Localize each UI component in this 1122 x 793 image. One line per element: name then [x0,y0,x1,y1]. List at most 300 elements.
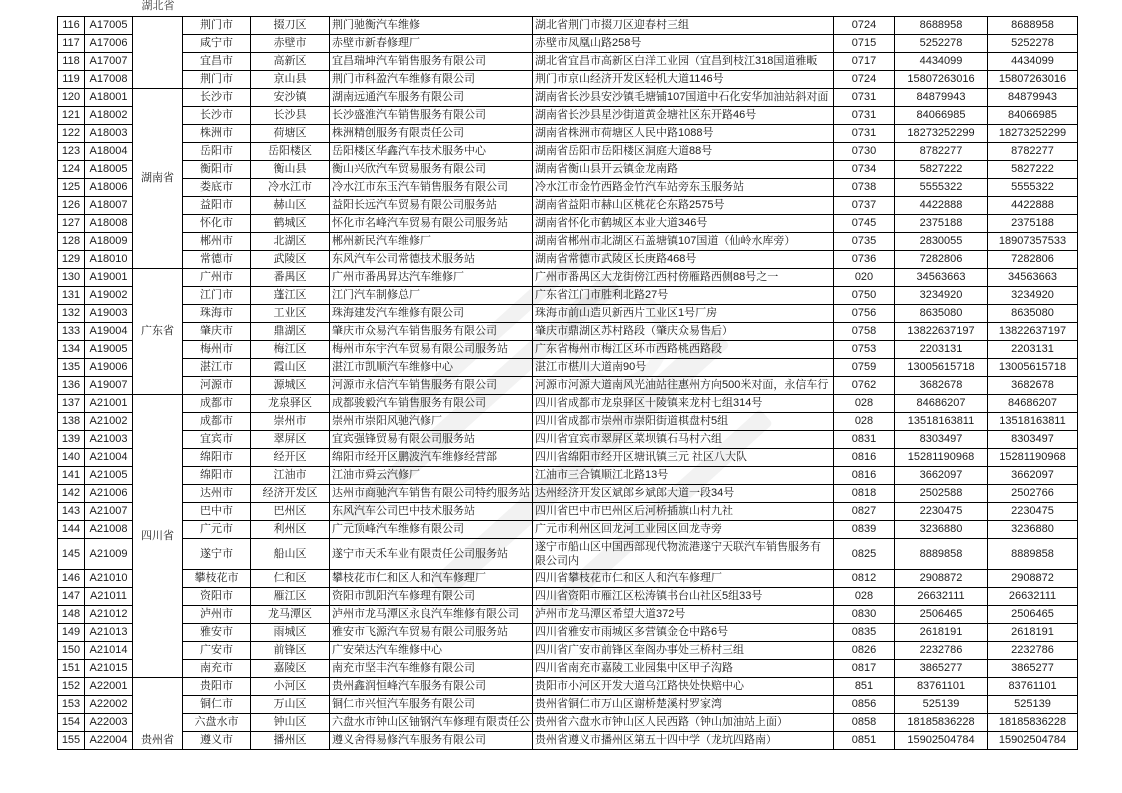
cell-area-code: 0826 [834,642,895,660]
cell-row-number: 117 [58,35,85,53]
cell-area-code: 0762 [834,377,895,395]
cell-phone-2: 3236880 [988,521,1078,539]
cell-district: 赫山区 [251,197,330,215]
cell-district: 源城区 [251,377,330,395]
cell-city: 咸宁市 [183,35,251,53]
cell-phone-2: 4422888 [988,197,1078,215]
cell-area-code: 0738 [834,179,895,197]
cell-address: 广元市利州区回龙河工业园区回龙寺旁 [533,521,834,539]
cell-station-code: A21009 [85,539,133,570]
cell-area-code: 0737 [834,197,895,215]
cell-address: 湖南省长沙县星沙街道黄金塘社区东开路46号 [533,107,834,125]
cell-phone-2: 84066985 [988,107,1078,125]
cell-phone-2: 2203131 [988,341,1078,359]
cell-company-name: 江门汽车制修总厂 [330,287,533,305]
cell-area-code: 0717 [834,53,895,71]
table-row [58,570,1078,588]
cell-row-number: 128 [58,233,85,251]
cell-address: 广州市番禺区大龙街傍江西村傍雁路西侧88号之一 [533,269,834,287]
cell-city: 江门市 [183,287,251,305]
cell-row-number: 119 [58,71,85,89]
cell-city: 雅安市 [183,624,251,642]
table-row [58,624,1078,642]
cell-area-code: 020 [834,269,895,287]
cell-city: 广州市 [183,269,251,287]
cell-address: 贵州省遵义市播州区第五十四中学（龙坑四路南） [533,732,834,750]
cell-city: 河源市 [183,377,251,395]
cell-station-code: A21001 [85,395,133,413]
cell-city: 湛江市 [183,359,251,377]
cell-station-code: A21006 [85,485,133,503]
cell-station-code: A18009 [85,233,133,251]
cell-district: 衡山县 [251,161,330,179]
cell-row-number: 140 [58,449,85,467]
cell-city: 长沙市 [183,107,251,125]
table-row [58,53,1078,71]
table-row [58,143,1078,161]
cell-station-code: A19002 [85,287,133,305]
cell-province: 四川省 [133,395,183,678]
cell-city: 广安市 [183,642,251,660]
cell-phone-1: 3234920 [895,287,988,305]
table-row [58,287,1078,305]
cell-city: 遂宁市 [183,539,251,570]
cell-city: 怀化市 [183,215,251,233]
cell-area-code: 0835 [834,624,895,642]
cell-station-code: A19004 [85,323,133,341]
cell-phone-2: 8688958 [988,17,1078,35]
cell-company-name: 达州市商驰汽车销售有限公司特约服务站 [330,485,533,503]
cell-phone-1: 15807263016 [895,71,988,89]
cell-phone-2: 2502766 [988,485,1078,503]
cell-address: 湖南省衡山县开云镇金龙南路 [533,161,834,179]
cell-district: 万山区 [251,696,330,714]
cell-city: 巴中市 [183,503,251,521]
cell-address: 四川省巴中市巴州区后河桥插旗山村九社 [533,503,834,521]
cell-station-code: A21002 [85,413,133,431]
cell-district: 高新区 [251,53,330,71]
cell-row-number: 127 [58,215,85,233]
cell-row-number: 141 [58,467,85,485]
table-row [58,71,1078,89]
cell-row-number: 123 [58,143,85,161]
cell-area-code: 0759 [834,359,895,377]
cell-phone-2: 3865277 [988,660,1078,678]
cell-area-code: 0715 [834,35,895,53]
cell-area-code: 0825 [834,539,895,570]
cell-district: 北湖区 [251,233,330,251]
table-row [58,89,1078,107]
cell-district: 岳阳楼区 [251,143,330,161]
table-body [58,17,1078,750]
cell-row-number: 129 [58,251,85,269]
cell-city: 梅州市 [183,341,251,359]
table-row [58,125,1078,143]
cell-province: 广东省 [133,269,183,395]
cell-district: 翠屏区 [251,431,330,449]
cell-company-name: 江油市舜云汽修厂 [330,467,533,485]
table-row [58,606,1078,624]
cell-district: 雁江区 [251,588,330,606]
table-row [58,107,1078,125]
cell-phone-1: 2506465 [895,606,988,624]
cell-district: 安沙镇 [251,89,330,107]
cell-row-number: 131 [58,287,85,305]
cell-phone-1: 4434099 [895,53,988,71]
cell-phone-2: 4434099 [988,53,1078,71]
cell-area-code: 0734 [834,161,895,179]
cell-address: 广东省梅州市梅江区环市西路桃西路段 [533,341,834,359]
cell-station-code: A22003 [85,714,133,732]
cell-area-code: 0731 [834,125,895,143]
cell-phone-2: 5555322 [988,179,1078,197]
cell-phone-1: 7282806 [895,251,988,269]
cell-address: 湖南省郴州市北湖区石盖塘镇107国道（仙岭水库旁） [533,233,834,251]
cell-phone-2: 15902504784 [988,732,1078,750]
cell-company-name: 益阳长远汽车贸易有限公司服务站 [330,197,533,215]
cell-district: 龙马潭区 [251,606,330,624]
cell-phone-2: 13005615718 [988,359,1078,377]
cell-area-code: 028 [834,395,895,413]
cell-row-number: 132 [58,305,85,323]
cell-address: 贵州省铜仁市万山区谢桥楚溪村罗家湾 [533,696,834,714]
cell-city: 宜宾市 [183,431,251,449]
cell-row-number: 135 [58,359,85,377]
cell-phone-1: 3682678 [895,377,988,395]
cell-address: 四川省资阳市雁江区松涛镇书台山社区5组33号 [533,588,834,606]
cell-city: 肇庆市 [183,323,251,341]
cell-company-name: 贵州鑫润恒峰汽车服务有限公司 [330,678,533,696]
cell-city: 宜昌市 [183,53,251,71]
cell-district: 蓬江区 [251,287,330,305]
cell-address: 湖北省宜昌市高新区白洋工业园（宜昌到枝江318国道雅畈 [533,53,834,71]
table-row [58,395,1078,413]
cell-station-code: A18001 [85,89,133,107]
cell-area-code: 0812 [834,570,895,588]
cell-province [133,17,183,89]
cell-phone-2: 15807263016 [988,71,1078,89]
cell-phone-1: 3236880 [895,521,988,539]
cell-address: 湖南省怀化市鹤城区本业大道346号 [533,215,834,233]
cell-area-code: 0756 [834,305,895,323]
cell-address: 珠海市前山造贝新西片工业区1号厂房 [533,305,834,323]
table-row [58,521,1078,539]
cell-district: 赤壁市 [251,35,330,53]
cell-company-name: 广元顶峰汽车维修有限公司 [330,521,533,539]
cell-city: 荆门市 [183,71,251,89]
cell-province: 贵州省 [133,678,183,750]
cell-phone-2: 18185836228 [988,714,1078,732]
cell-company-name: 赤壁市新春修理厂 [330,35,533,53]
cell-phone-1: 8688958 [895,17,988,35]
cell-address: 湛江市椹川大道南90号 [533,359,834,377]
cell-phone-2: 2232786 [988,642,1078,660]
cell-row-number: 122 [58,125,85,143]
cell-station-code: A22002 [85,696,133,714]
cell-station-code: A19006 [85,359,133,377]
table-row [58,503,1078,521]
cell-row-number: 142 [58,485,85,503]
cell-area-code: 0858 [834,714,895,732]
cell-phone-1: 2232786 [895,642,988,660]
cell-district: 荷塘区 [251,125,330,143]
cell-station-code: A18003 [85,125,133,143]
cell-phone-1: 84066985 [895,107,988,125]
cell-station-code: A21011 [85,588,133,606]
cell-company-name: 衡山兴欣汽车贸易服务有限公司 [330,161,533,179]
cell-phone-1: 2618191 [895,624,988,642]
cell-row-number: 124 [58,161,85,179]
cell-city: 常德市 [183,251,251,269]
cell-station-code: A21010 [85,570,133,588]
table-row [58,197,1078,215]
cell-station-code: A17008 [85,71,133,89]
cell-phone-1: 15902504784 [895,732,988,750]
cell-address: 四川省宜宾市翠屏区菜坝镇石马村六组 [533,431,834,449]
cell-phone-1: 8303497 [895,431,988,449]
table-row [58,179,1078,197]
cell-district: 长沙县 [251,107,330,125]
table-row [58,588,1078,606]
cell-address: 四川省成都市龙泉驿区十陵镇来龙村七组314号 [533,395,834,413]
cell-company-name: 广安荣达汽车维修中心 [330,642,533,660]
cell-province: 湖南省 [133,89,183,269]
table-row [58,17,1078,35]
cell-phone-2: 13822637197 [988,323,1078,341]
cell-area-code: 0730 [834,143,895,161]
cell-row-number: 147 [58,588,85,606]
cell-row-number: 150 [58,642,85,660]
cell-district: 雨城区 [251,624,330,642]
cell-area-code: 028 [834,588,895,606]
cell-company-name: 冷水江市东玉汽车销售服务有限公司 [330,179,533,197]
cell-row-number: 138 [58,413,85,431]
cell-area-code: 0851 [834,732,895,750]
cell-city: 株洲市 [183,125,251,143]
cell-address: 广东省江门市胜利北路27号 [533,287,834,305]
cell-city: 广元市 [183,521,251,539]
cell-address: 湖南省长沙县安沙镇毛塘铺107国道中石化安华加油站斜对面 [533,89,834,107]
cell-area-code: 0724 [834,71,895,89]
cell-district: 嘉陵区 [251,660,330,678]
cell-district: 崇州市 [251,413,330,431]
table-row [58,642,1078,660]
table-row [58,732,1078,750]
cell-phone-1: 2230475 [895,503,988,521]
cell-phone-2: 34563663 [988,269,1078,287]
cell-station-code: A21015 [85,660,133,678]
cell-company-name: 东风汽车公司巴中技术服务站 [330,503,533,521]
cell-station-code: A19001 [85,269,133,287]
cell-city: 六盘水市 [183,714,251,732]
cell-phone-1: 2830055 [895,233,988,251]
cell-phone-1: 84686207 [895,395,988,413]
cell-district: 仁和区 [251,570,330,588]
cell-address: 河源市河源大道南风光油站往惠州方向500米对面，永信车行 [533,377,834,395]
cell-company-name: 广州市番禺昇达汽车维修厂 [330,269,533,287]
cell-phone-1: 5555322 [895,179,988,197]
cell-row-number: 133 [58,323,85,341]
cell-station-code: A19005 [85,341,133,359]
table-row [58,467,1078,485]
cell-area-code: 0745 [834,215,895,233]
cell-company-name: 长沙盛淮汽车销售服务有限公司 [330,107,533,125]
table-row [58,449,1078,467]
cell-district: 经济开发区 [251,485,330,503]
cell-address: 荆门市京山经济开发区轻机大道1146号 [533,71,834,89]
table-row [58,233,1078,251]
cell-company-name: 湛江市凯顺汽车维修中心 [330,359,533,377]
cell-company-name: 珠海建发汽车维修有限公司 [330,305,533,323]
cell-address: 四川省攀枝花市仁和区人和汽车修理厂 [533,570,834,588]
cell-area-code: 0856 [834,696,895,714]
cell-address: 湖南省益阳市赫山区桃花仑东路2575号 [533,197,834,215]
cell-address: 湖南省株洲市荷塘区人民中路1088号 [533,125,834,143]
cell-row-number: 148 [58,606,85,624]
province-label-clipped-top: 湖北省 [141,0,175,12]
cell-company-name: 攀枝花市仁和区人和汽车修理厂 [330,570,533,588]
cell-phone-2: 2908872 [988,570,1078,588]
cell-company-name: 资阳市凯阳汽车修理有限公司 [330,588,533,606]
cell-station-code: A21014 [85,642,133,660]
cell-station-code: A21004 [85,449,133,467]
cell-city: 娄底市 [183,179,251,197]
cell-address: 四川省成都市崇州市崇阳街道棋盘村5组 [533,413,834,431]
cell-address: 泸州市龙马潭区希望大道372号 [533,606,834,624]
cell-area-code: 0831 [834,431,895,449]
cell-row-number: 136 [58,377,85,395]
cell-station-code: A18010 [85,251,133,269]
cell-station-code: A22004 [85,732,133,750]
cell-phone-2: 15281190968 [988,449,1078,467]
cell-district: 鹤城区 [251,215,330,233]
cell-phone-1: 13518163811 [895,413,988,431]
cell-company-name: 泸州市龙马潭区永良汽车维修有限公司 [330,606,533,624]
cell-city: 岳阳市 [183,143,251,161]
cell-phone-1: 8782277 [895,143,988,161]
cell-station-code: A19003 [85,305,133,323]
cell-company-name: 铜仁市兴恒汽车服务有限公司 [330,696,533,714]
cell-phone-1: 3865277 [895,660,988,678]
cell-phone-2: 18907357533 [988,233,1078,251]
cell-row-number: 152 [58,678,85,696]
cell-row-number: 126 [58,197,85,215]
table-row [58,359,1078,377]
cell-city: 资阳市 [183,588,251,606]
cell-district: 龙泉驿区 [251,395,330,413]
table-row [58,341,1078,359]
cell-station-code: A21007 [85,503,133,521]
cell-station-code: A18007 [85,197,133,215]
cell-phone-2: 8889858 [988,539,1078,570]
cell-address: 贵阳市小河区开发大道乌江路快处快赔中心 [533,678,834,696]
cell-phone-1: 8889858 [895,539,988,570]
table-row [58,323,1078,341]
cell-phone-1: 15281190968 [895,449,988,467]
cell-phone-1: 18273252299 [895,125,988,143]
cell-row-number: 121 [58,107,85,125]
cell-row-number: 134 [58,341,85,359]
cell-area-code: 0736 [834,251,895,269]
cell-station-code: A17005 [85,17,133,35]
cell-phone-1: 83761101 [895,678,988,696]
cell-area-code: 0827 [834,503,895,521]
cell-district: 利州区 [251,521,330,539]
cell-company-name: 郴州新民汽车维修厂 [330,233,533,251]
cell-phone-1: 13822637197 [895,323,988,341]
cell-company-name: 荆门市科盈汽车维修有限公司 [330,71,533,89]
cell-phone-1: 2203131 [895,341,988,359]
cell-phone-2: 83761101 [988,678,1078,696]
cell-company-name: 成都骏毅汽车销售服务有限公司 [330,395,533,413]
cell-phone-1: 13005615718 [895,359,988,377]
cell-station-code: A21012 [85,606,133,624]
cell-company-name: 东风汽车公司常德技术服务站 [330,251,533,269]
cell-city: 铜仁市 [183,696,251,714]
table-row [58,161,1078,179]
cell-area-code: 0758 [834,323,895,341]
cell-address: 达州经济开发区斌郎乡斌郎大道一段34号 [533,485,834,503]
table-row [58,413,1078,431]
cell-phone-2: 84686207 [988,395,1078,413]
cell-phone-1: 4422888 [895,197,988,215]
cell-city: 绵阳市 [183,449,251,467]
service-station-table [57,16,1078,750]
cell-station-code: A21008 [85,521,133,539]
cell-district: 江油市 [251,467,330,485]
table-row [58,215,1078,233]
cell-company-name: 六盘水市钟山区铀钢汽车修理有限责任公 [330,714,533,732]
cell-row-number: 151 [58,660,85,678]
cell-company-name: 遵义舍得易修汽车服务有限公司 [330,732,533,750]
cell-phone-2: 26632111 [988,588,1078,606]
cell-phone-1: 3662097 [895,467,988,485]
cell-row-number: 130 [58,269,85,287]
table-row [58,696,1078,714]
cell-company-name: 株洲精创服务有限责任公司 [330,125,533,143]
cell-address: 湖南省岳阳市岳阳楼区洞庭大道88号 [533,143,834,161]
cell-area-code: 0817 [834,660,895,678]
cell-district: 掇刀区 [251,17,330,35]
cell-address: 冷水江市金竹西路金竹汽车站旁东玉服务站 [533,179,834,197]
cell-company-name: 绵阳市经开区鹏波汽车维修经营部 [330,449,533,467]
cell-city: 泸州市 [183,606,251,624]
cell-company-name: 河源市永信汽车销售服务有限公司 [330,377,533,395]
cell-address: 湖南省常德市武陵区长庚路468号 [533,251,834,269]
cell-address: 湖北省荆门市掇刀区迎春村三组 [533,17,834,35]
cell-station-code: A18006 [85,179,133,197]
cell-address: 肇庆市鼎湖区苏村路段（肇庆众易售后） [533,323,834,341]
cell-station-code: A18004 [85,143,133,161]
cell-row-number: 154 [58,714,85,732]
cell-phone-2: 8303497 [988,431,1078,449]
cell-address: 赤壁市凤凰山路258号 [533,35,834,53]
cell-phone-1: 8635080 [895,305,988,323]
cell-phone-1: 2375188 [895,215,988,233]
cell-city: 益阳市 [183,197,251,215]
cell-station-code: A18005 [85,161,133,179]
table-row [58,305,1078,323]
cell-company-name: 雅安市飞源汽车贸易有限公司服务站 [330,624,533,642]
table-row [58,678,1078,696]
cell-row-number: 116 [58,17,85,35]
cell-row-number: 120 [58,89,85,107]
cell-row-number: 146 [58,570,85,588]
cell-station-code: A21005 [85,467,133,485]
cell-company-name: 崇州市崇阳风驰汽修厂 [330,413,533,431]
cell-city: 绵阳市 [183,467,251,485]
cell-area-code: 028 [834,413,895,431]
